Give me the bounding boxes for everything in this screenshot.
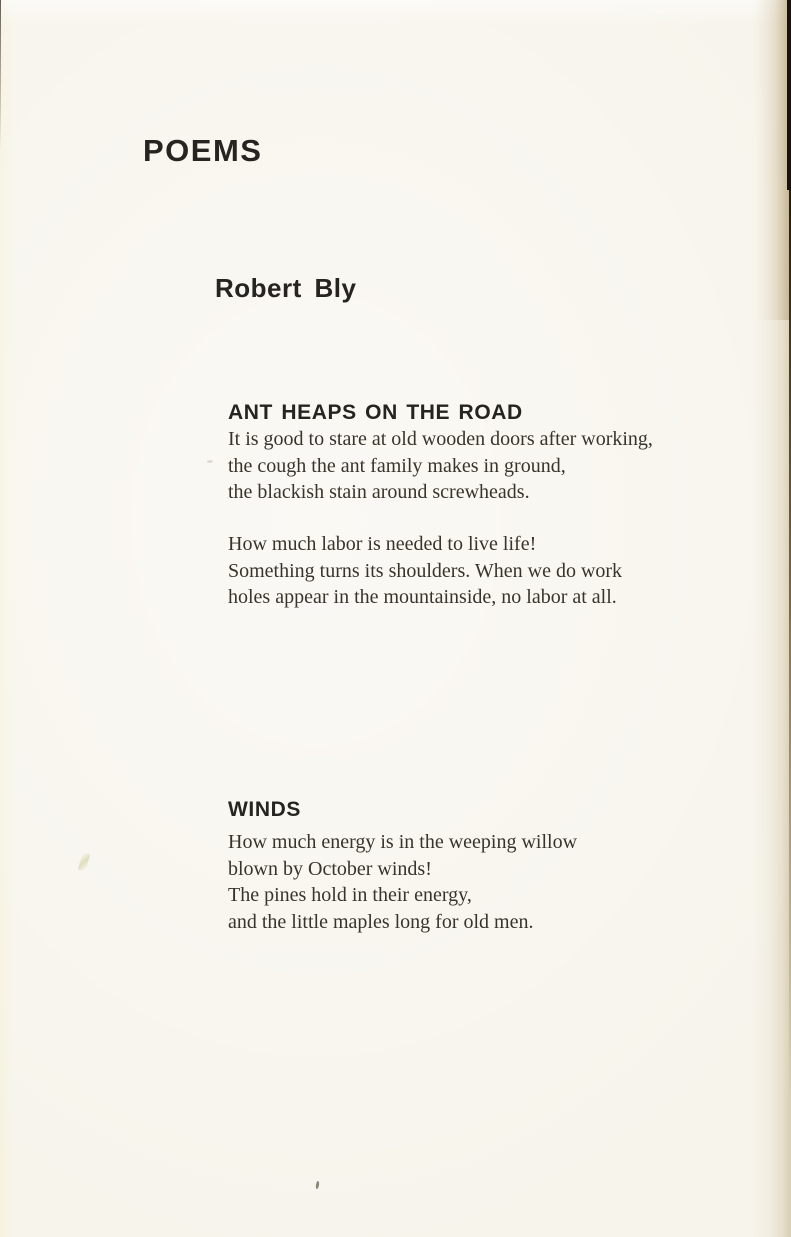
page-edge-dark-line bbox=[787, 0, 791, 190]
poem-stanza bbox=[228, 426, 653, 506]
poem-line: the cough the ant family makes in ground, bbox=[228, 454, 566, 477]
poem-line: How much labor is needed to live life! bbox=[228, 533, 537, 555]
faint-smudge-artifact bbox=[78, 852, 90, 871]
page-title: POEMS bbox=[143, 132, 263, 168]
poem-line: How much energy is in the weeping willow bbox=[228, 831, 578, 853]
poem-heading-ant-heaps: ANT HEAPS ON THE ROAD bbox=[228, 401, 523, 424]
poem-line: the blackish stain around screwheads. bbox=[228, 481, 530, 503]
poem-line: Something turns its shoulders. When we do work bbox=[228, 559, 623, 582]
page-curl-shadow bbox=[751, 0, 791, 1237]
poem-heading-winds: WINDS bbox=[228, 798, 301, 821]
poem-stanza bbox=[228, 531, 622, 611]
poem-stanza bbox=[228, 829, 577, 935]
poem-line: and the little maples long for old men. bbox=[228, 910, 534, 933]
poem-line: holes appear in the mountainside, no labor at all. bbox=[228, 586, 617, 608]
page-edge-left-sliver bbox=[0, 0, 1, 150]
poem-line: The pines hold in their energy, bbox=[228, 884, 472, 906]
author-name: Robert Bly bbox=[215, 272, 357, 303]
poem-line: It is good to stare at old wooden doors after working, bbox=[228, 428, 653, 450]
poem-line: blown by October winds! bbox=[228, 857, 432, 880]
ink-speck-artifact bbox=[315, 1181, 319, 1189]
faint-margin-tick-artifact bbox=[207, 460, 213, 463]
page-curl-shadow-top bbox=[757, 0, 791, 320]
